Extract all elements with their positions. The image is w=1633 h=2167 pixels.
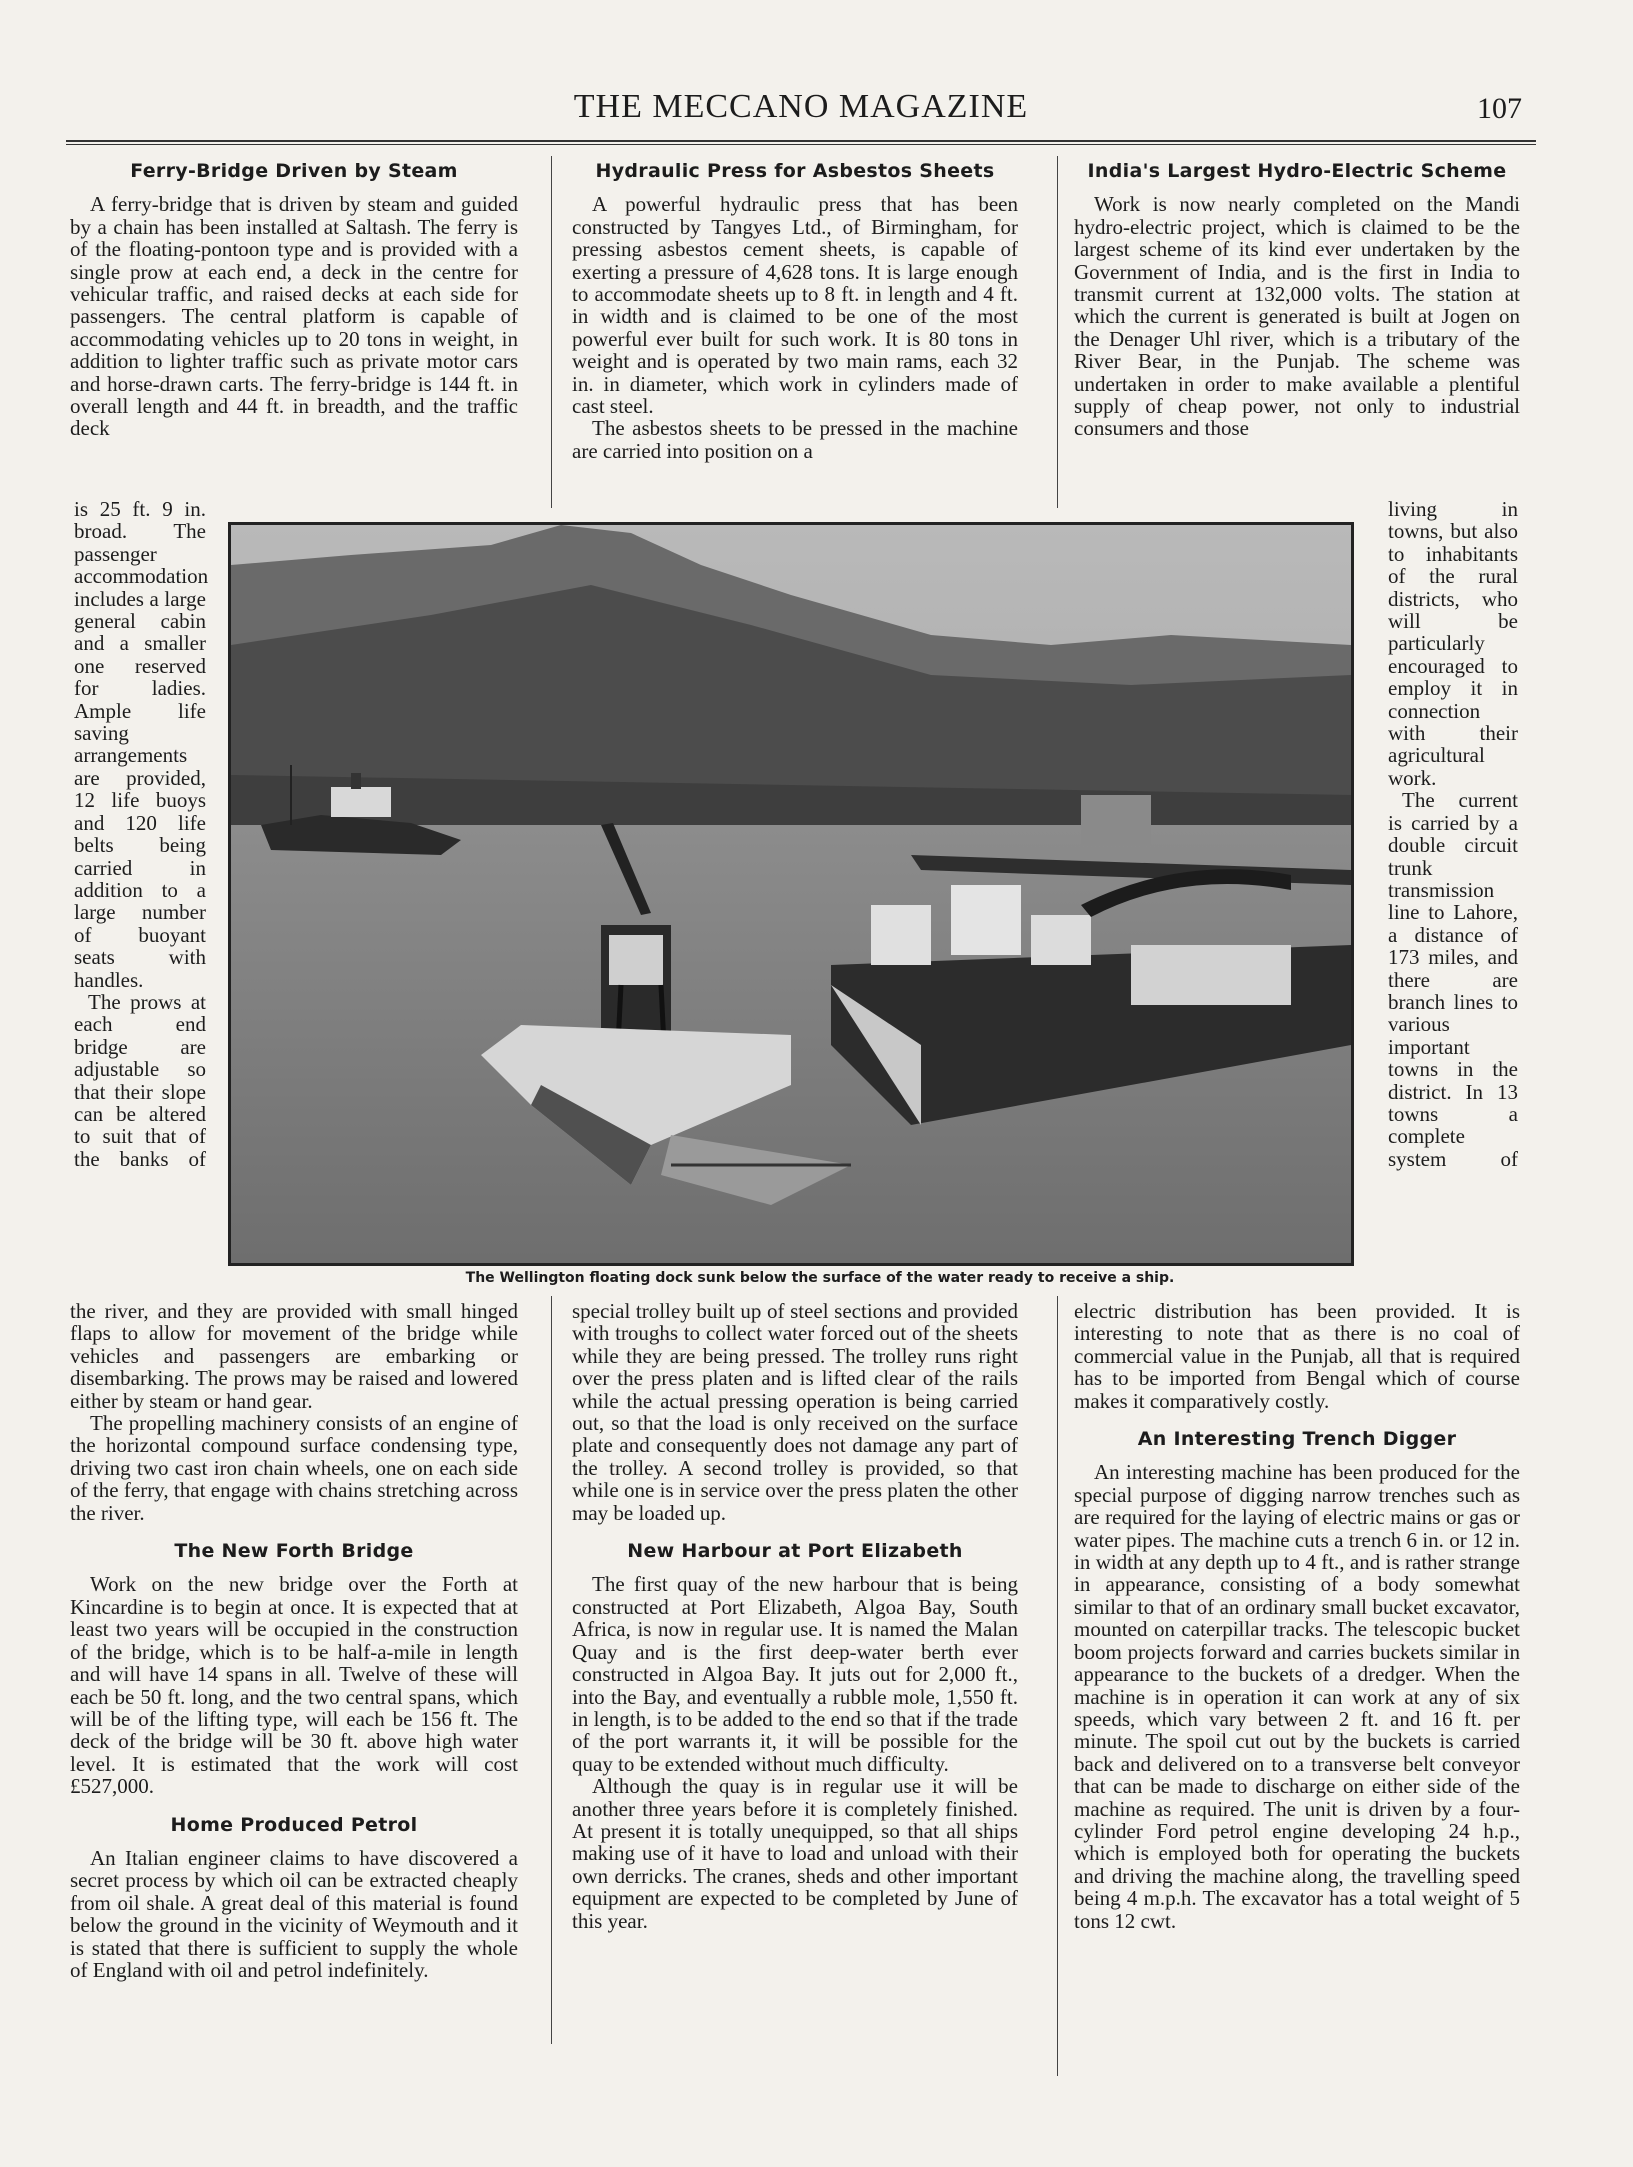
trench-text: An interesting machine has been produced for the special purpose of digging narrow trenches such as are required for the laying of electric mains or gas or water pipes. The machine cuts a trench 6 in. or 12 in. in width at any depth up to 4 ft., and is rather strange in appearance, consisting of a body somewhat similar to that of an ordinary small bucket excavator, mounted on caterpillar tracks. The telescopic bucket boom projects forward and carries buckets similar in appearance to the buckets of a dredger. When the machine is in operation it can work at any of six speeds, which vary between 2 ft. and 16 ft. per minute. The spoil cut out by the buckets is carried back and delivered on to a transverse belt conveyor that can be made to discharge on either side of the machine as required. The unit is driven by a four-cylinder Ford petrol engine developing 24 h.p., which is employed both for operating the buckets and driving the machine along, the travelling speed being 4 m.p.h. The excavator has a total weight of 5 tons 12 cwt. [1074,1460,1520,1933]
header-rule [66,140,1536,142]
column-divider [551,1296,552,2044]
trench-heading: An Interesting Trench Digger [1137,1428,1457,1451]
harbour-text: The first quay of the new harbour that is being constructed at Port Elizabeth, Algoa Bay, South Africa, is now in regular use. It is named the Malan Quay and is the first deep-water berth ever constructed in Algoa Bay. It juts out for 2,000 ft., into the Bay, and eventually a rubble mole, 1,550 ft. in length, is to be added to the end so that if the trade of the port warrants it, it will be possible for the quay to be extended without much difficulty. [572,1572,1018,1776]
petrol-heading: Home Produced Petrol [170,1813,418,1836]
forth-text: Work on the new bridge over the Forth at Kincardine is to begin at once. It is expected that at least two years will be occupied in the construction of the bridge, which is to be half-a-mile in length and will have 14 spans in all. Twelve of these will each be 50 ft. long, and the two central spans, which will be of the lifting type, will each be 156 ft. The deck of the bridge will be 30 ft. above high water level. It is estimated that the work will cost £527,000. [70,1572,518,1799]
middle-column-bottom [572,1300,1018,1932]
ferry-text-bottom-2: The propelling machinery consists of an engine of the horizontal compound surface condensing type, driving two cast iron chain wheels, one on each side of the ferry, that engage with chains stretching across the river. [70,1411,518,1525]
harbour-scene-illustration [231,525,1351,1263]
india-heading: India's Largest Hydro-Electric Scheme [1087,160,1507,182]
ferry-heading: Ferry-Bridge Driven by Steam [130,160,458,182]
left-column-bottom [70,1300,518,1981]
india-text-side: living in towns, but also to inhabitants of the rural districts, who will be particularly encouraged to employ it in connection with their agricultural work. [1388,497,1518,790]
india-text-side-2: The current is carried by a double circuit trunk transmission line to Lahore, a distance of 173 miles, and there are branch lines to various important towns in the district. In 13 towns a complete system of [1388,788,1518,1171]
column-divider [551,156,552,508]
india-text-top: Work is now nearly completed on the Mandi hydro-electric project, which is claimed to be the largest scheme of its kind ever undertaken by the Government of India, and is the first in India to transmit current at 132,000 volts. The station at which the current is generated is built at Jogen on the Denager Uhl river, which is a tributary of the River Bear, in the Punjab. The scheme was undertaken in order to make available a plentiful supply of cheap power, not only to industrial consumers and those [1074,192,1520,441]
page-number: 107 [1477,92,1522,125]
page-header [66,88,1536,140]
header-rule-thin [66,144,1536,145]
ferry-article-side [74,497,209,1171]
column-divider [1057,1296,1058,2076]
ferry-text-side: is 25 ft. 9 in. broad. The passenger accommodation includes a large general cabin and a smaller one reserved for ladies. Ample life saving arrangements are provided, 12 life buoys and 120 life belts being carried in addition to a large number of buoyant seats with handles. [74,497,209,992]
india-text-bottom: electric distribution has been provided. It is interesting to note that as there is no coal of commercial value in the Punjab, all that is required has to be imported from Bengal which of course makes it comparatively costly. [1074,1299,1520,1413]
press-text-bottom: special trolley built up of steel sections and provided with troughs to collect water forced out of the sheets while they are being pressed. The trolley runs right over the press platen and is lifted clear of the rails while the actual pressing operation is being carried out, so that the load is only received on the surface plate and consequently does not damage any part of the trolley. A second trolley is provided, so that while one is in service over the press platen the other may be loaded up. [572,1299,1018,1525]
ferry-text-bottom: the river, and they are provided with small hinged flaps to allow for movement of the bridge while vehicles and passengers are embarking or disembarking. The prows may be raised and lowered either by steam or hand gear. [70,1299,518,1413]
photo-caption: The Wellington floating dock sunk below the surface of the water ready to receive a ship. [465,1270,1175,1286]
india-article-top [1074,160,1520,440]
column-divider [1057,156,1058,508]
forth-heading: The New Forth Bridge [174,1540,414,1563]
ferry-article-top [70,160,518,440]
floating-dock-photo [228,522,1354,1266]
harbour-text-2: Although the quay is in regular use it will be another three years before it is completely finished. At present it is totally unequipped, so that all ships making use of it have to load and unload with their own derricks. The cranes, sheds and other important equipment are expected to be completed by June of this year. [572,1774,1018,1933]
ferry-text-side-2: The prows at each end bridge are adjustable so that their slope can be altered to suit that of the banks of [74,989,206,1171]
press-article-top [572,160,1018,462]
harbour-heading: New Harbour at Port Elizabeth [627,1540,963,1563]
press-heading: Hydraulic Press for Asbestos Sheets [595,160,995,182]
petrol-text: An Italian engineer claims to have discovered a secret process by which oil can be extracted cheaply from oil shale. A great deal of this material is found below the ground in the vicinity of Weymouth and it is stated that there is sufficient to supply the whole of England with oil and petrol indefinitely. [70,1845,518,1982]
ferry-text-top: A ferry-bridge that is driven by steam and guided by a chain has been installed at Saltash. The ferry is of the floating-pontoon type and is provided with a single prow at each end, a deck in the centre for vehicular traffic, and raised decks at each side for passengers. The central platform is capable of accommodating vehicles up to 20 tons in weight, in addition to lighter traffic such as private motor cars and horse-drawn carts. The ferry-bridge is 144 ft. in overall length and 44 ft. in breadth, and the traffic deck [70,192,518,441]
magazine-title: THE MECCANO MAGAZINE [573,88,1029,125]
press-text-top: A powerful hydraulic press that has been constructed by Tangyes Ltd., of Birmingham, for pressing asbestos cement sheets, is capable of exerting a pressure of 4,628 tons. It is large enough to accommodate sheets up to 8 ft. in length and 4 ft. in width and is claimed to be one of the most powerful ever built for such work. It is 80 tons in weight and is operated by two main rams, each 32 in. in diameter, which work in cylinders made of cast steel. [572,192,1018,419]
press-text-top-2: The asbestos sheets to be pressed in the machine are carried into position on a [572,416,1018,463]
right-column-bottom [1074,1300,1520,1932]
india-article-side [1388,498,1518,1170]
